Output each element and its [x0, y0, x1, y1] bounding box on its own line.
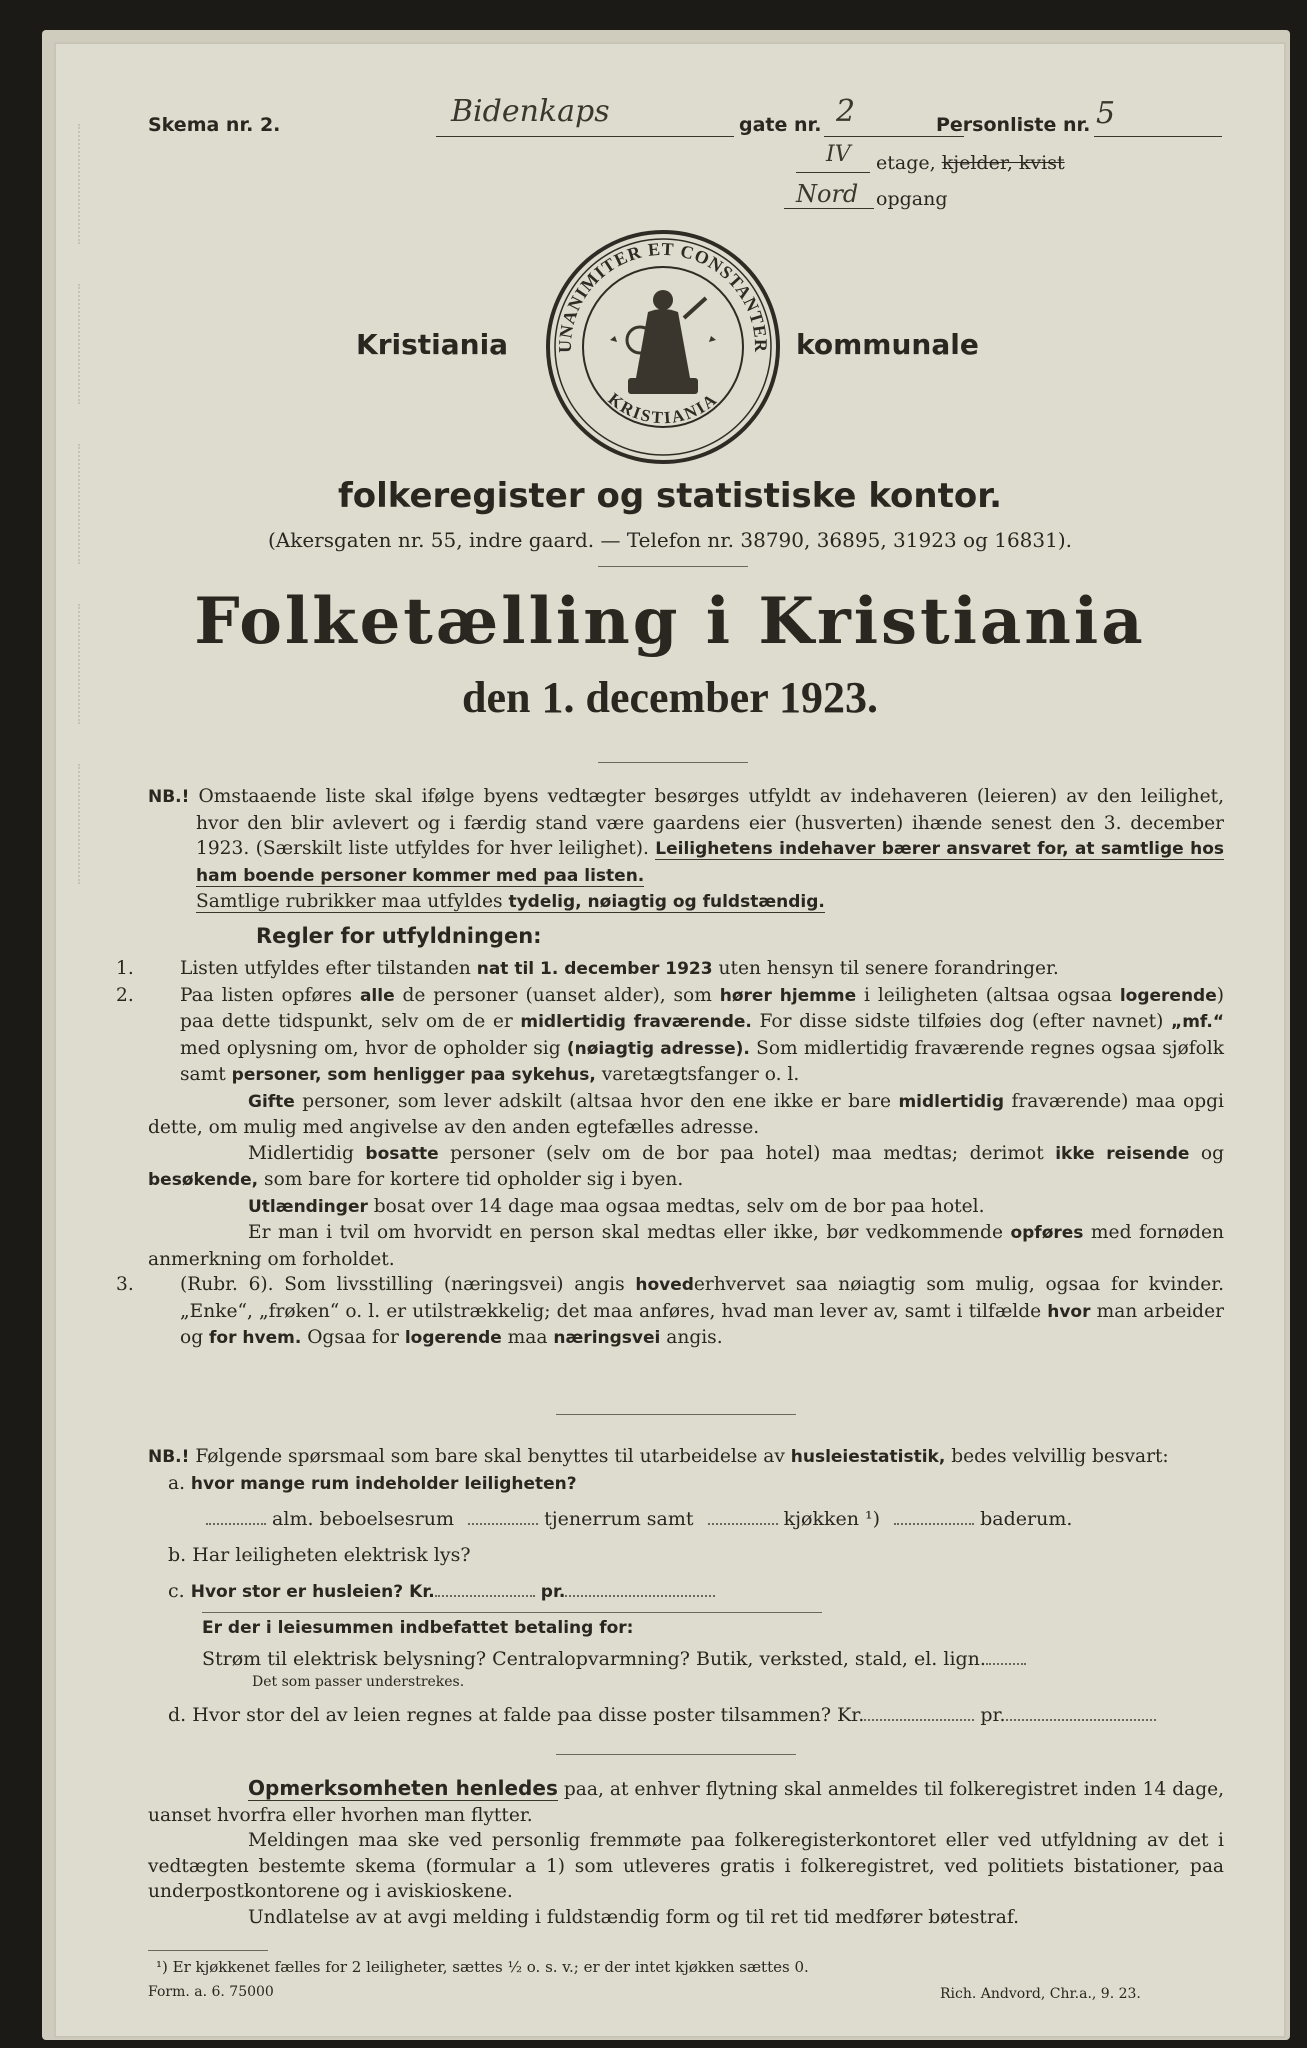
question-c: c. Hvor stor er husleien? Kr. pr.	[168, 1580, 715, 1602]
question-b: b. Har leiligheten elektrisk lys?	[168, 1544, 471, 1566]
rules-heading: Regler for utfyldningen:	[256, 924, 542, 948]
rent-questions: NB.! Følgende spørsmaal som bare skal benyttes til utarbeidelse av husleiestatistik, bedes velvillig besvart: a. hvor mange rum indeholder leiligheten?	[148, 1446, 1169, 1494]
rule-1: 1. Listen utfyldes efter tilstanden nat til 1. december 1923 uten hensyn til senere forandringer.	[116, 958, 1059, 979]
servant-rooms-field[interactable]	[468, 1523, 538, 1525]
divider	[556, 1414, 796, 1415]
seal-city: KRISTIANIA	[604, 389, 722, 428]
floor-field-line	[796, 172, 870, 173]
floor-handwritten: IV	[826, 142, 851, 167]
rule-foreigners: Utlændinger bosat over 14 dage maa ogsaa medtas, selv om de bor paa hotel.	[248, 1195, 985, 1217]
included-items: Strøm til elektrisk belysning? Centralopvarmning? Butik, verksted, stald, el. lign.	[202, 1648, 1026, 1670]
rooms-row: alm. beboelsesrum tjenerrum samt kjøkken ¹) baderum.	[206, 1508, 1072, 1530]
rules-list	[116, 956, 1225, 1352]
rule-2: 2. Paa listen opføres alle de personer (uanset alder), som hører hjemme i leiligheten (altsaa ogsaa logerende) paa dette tidspunkt, selv om de er midlertidig fraværende. For disse sidste tilføies dog (efter navnet) „mf.“ med oplysning om, hvor de opholder sig (nøiagtig adresse). Som midlertidig fraværende regnes ogsaa sjøfolk samt personer, som henligger paa sykehus, varetægtsfanger o. l.	[116, 984, 1225, 1085]
gate-label: gate nr.	[739, 114, 822, 136]
kommunale-word: kommunale	[796, 328, 979, 361]
kitchen-field[interactable]	[708, 1523, 778, 1525]
schema-label: Skema nr. 2.	[148, 114, 281, 136]
gate-field-line	[824, 136, 964, 137]
rooms-field[interactable]	[206, 1523, 266, 1525]
divider	[598, 762, 748, 763]
posts-amount-field[interactable]	[864, 1719, 974, 1721]
census-form-page	[56, 44, 1284, 2036]
printer-imprint: Rich. Andvord, Chr.a., 9. 23.	[940, 1986, 1141, 2002]
street-handwritten: Bidenkaps	[451, 94, 610, 129]
divider	[556, 1754, 796, 1755]
personliste-field-line	[1094, 136, 1222, 137]
divider	[598, 566, 748, 567]
rule-doubt: Er man i tvil om hvorvidt en person skal medtas eller ikke, bør vedkommende opføres med fornøden anmerkning om forholdet.	[148, 1222, 1224, 1270]
divider	[202, 1612, 822, 1613]
posts-period-field[interactable]	[1006, 1719, 1156, 1721]
bathroom-field[interactable]	[894, 1523, 974, 1525]
office-address: (Akersgaten nr. 55, indre gaard. — Telefon nr. 38790, 36895, 31923 og 16831).	[267, 528, 1073, 552]
form-number: Form. a. 6. 75000	[148, 1984, 274, 2000]
entrance-field-line	[784, 208, 874, 209]
nb-instructions: NB.! Omstaaende liste skal ifølge byens vedtægter besørges utfyldt av indehaveren (leieren) av den leilighet, hvor den blir avlevert og i færdig stand være gaardens eier (husverten) ihænde senest den 3. december 1923. (Særskilt liste utfyldes for hver leilighet). Leilighetens indehaver bærer ansvaret for, at samtlige hos ham boende personer kommer med paa listen. Samtlige rubrikker maa utfyldes tydelig, nøiagtig og fuldstændig.	[148, 786, 1224, 912]
rule-temporary: Midlertidig bosatte personer (selv om de bor paa hotel) maa medtas; derimot ikke reisende og besøkende, som bare for kortere tid opholder sig i byen.	[148, 1142, 1225, 1190]
rule-3: 3. (Rubr. 6). Som livsstilling (næringsvei) angis hovederhvervet saa nøiagtig som mulig, ogsaa for kvinder. „Enke“, „frøken“ o. l. er utilstrækkelig; det maa anføres, hvad man lever av, samt i tilfælde hvor man arbeider og for hvem. Ogsaa for logerende maa næringsvei angis.	[116, 1274, 1224, 1348]
included-heading: Er der i leiesummen indbefattet betaling for:	[202, 1618, 634, 1638]
footnote: ¹) Er kjøkkenet fælles for 2 leiligheter, sættes ½ o. s. v.; er der intet kjøkken sættes 0.	[156, 1958, 809, 1976]
rent-period-field[interactable]	[565, 1595, 715, 1597]
entrance-handwritten: Nord	[796, 180, 859, 208]
question-d: d. Hvor stor del av leien regnes at falde paa disse poster tilsammen? Kr. pr.	[168, 1704, 1156, 1726]
entrance-label: opgang	[876, 188, 948, 210]
moving-notice: Opmerksomheten henledes paa, at enhver flytning skal anmeldes til folkeregistret inden 14 dage, uanset hvorfra eller hvorhen man flytter. Meldingen maa ske ved personlig fremmøte paa folkeregisterkontoret eller ved utfyldning av det i vedtægten bestemte skema (formular a 1) som utleveres gratis i folkeregistret, ved politiets bistationer, paa underpostkontorene og i aviskioskene. Undlatelse av at avgi melding i fuldstændig form og til ret tid medfører bøtestraf.	[148, 1776, 1225, 1928]
floor-label: etage, kjelder, kvist	[876, 152, 1065, 174]
kristiania-word: Kristiania	[356, 328, 509, 361]
svg-text:KRISTIANIA	[605, 389, 722, 427]
city-seal-icon	[544, 228, 782, 466]
bleed-through-text	[78, 124, 108, 1024]
personliste-label: Personliste nr.	[936, 114, 1091, 136]
rule-married: Gifte personer, som lever adskilt (altsaa hvor den ene ikke er bare midlertidig fraværende) maa opgi dette, om mulig med angivelse av den anden egtefælles adresse.	[148, 1090, 1224, 1138]
footnote-rule	[148, 1950, 268, 1951]
main-title: Folketælling i Kristiania	[194, 584, 1146, 659]
personliste-number: 5	[1096, 96, 1116, 131]
rent-amount-field[interactable]	[435, 1595, 535, 1597]
date-title: den 1. december 1923.	[462, 673, 878, 722]
street-field-line	[436, 136, 734, 137]
office-title: folkeregister og statistiske kontor.	[337, 476, 1003, 516]
gate-number: 2	[836, 94, 856, 129]
seal-motto: UNANIMITER ET CONSTANTER	[554, 238, 772, 354]
included-note: Det som passer understrekes.	[252, 1674, 465, 1690]
